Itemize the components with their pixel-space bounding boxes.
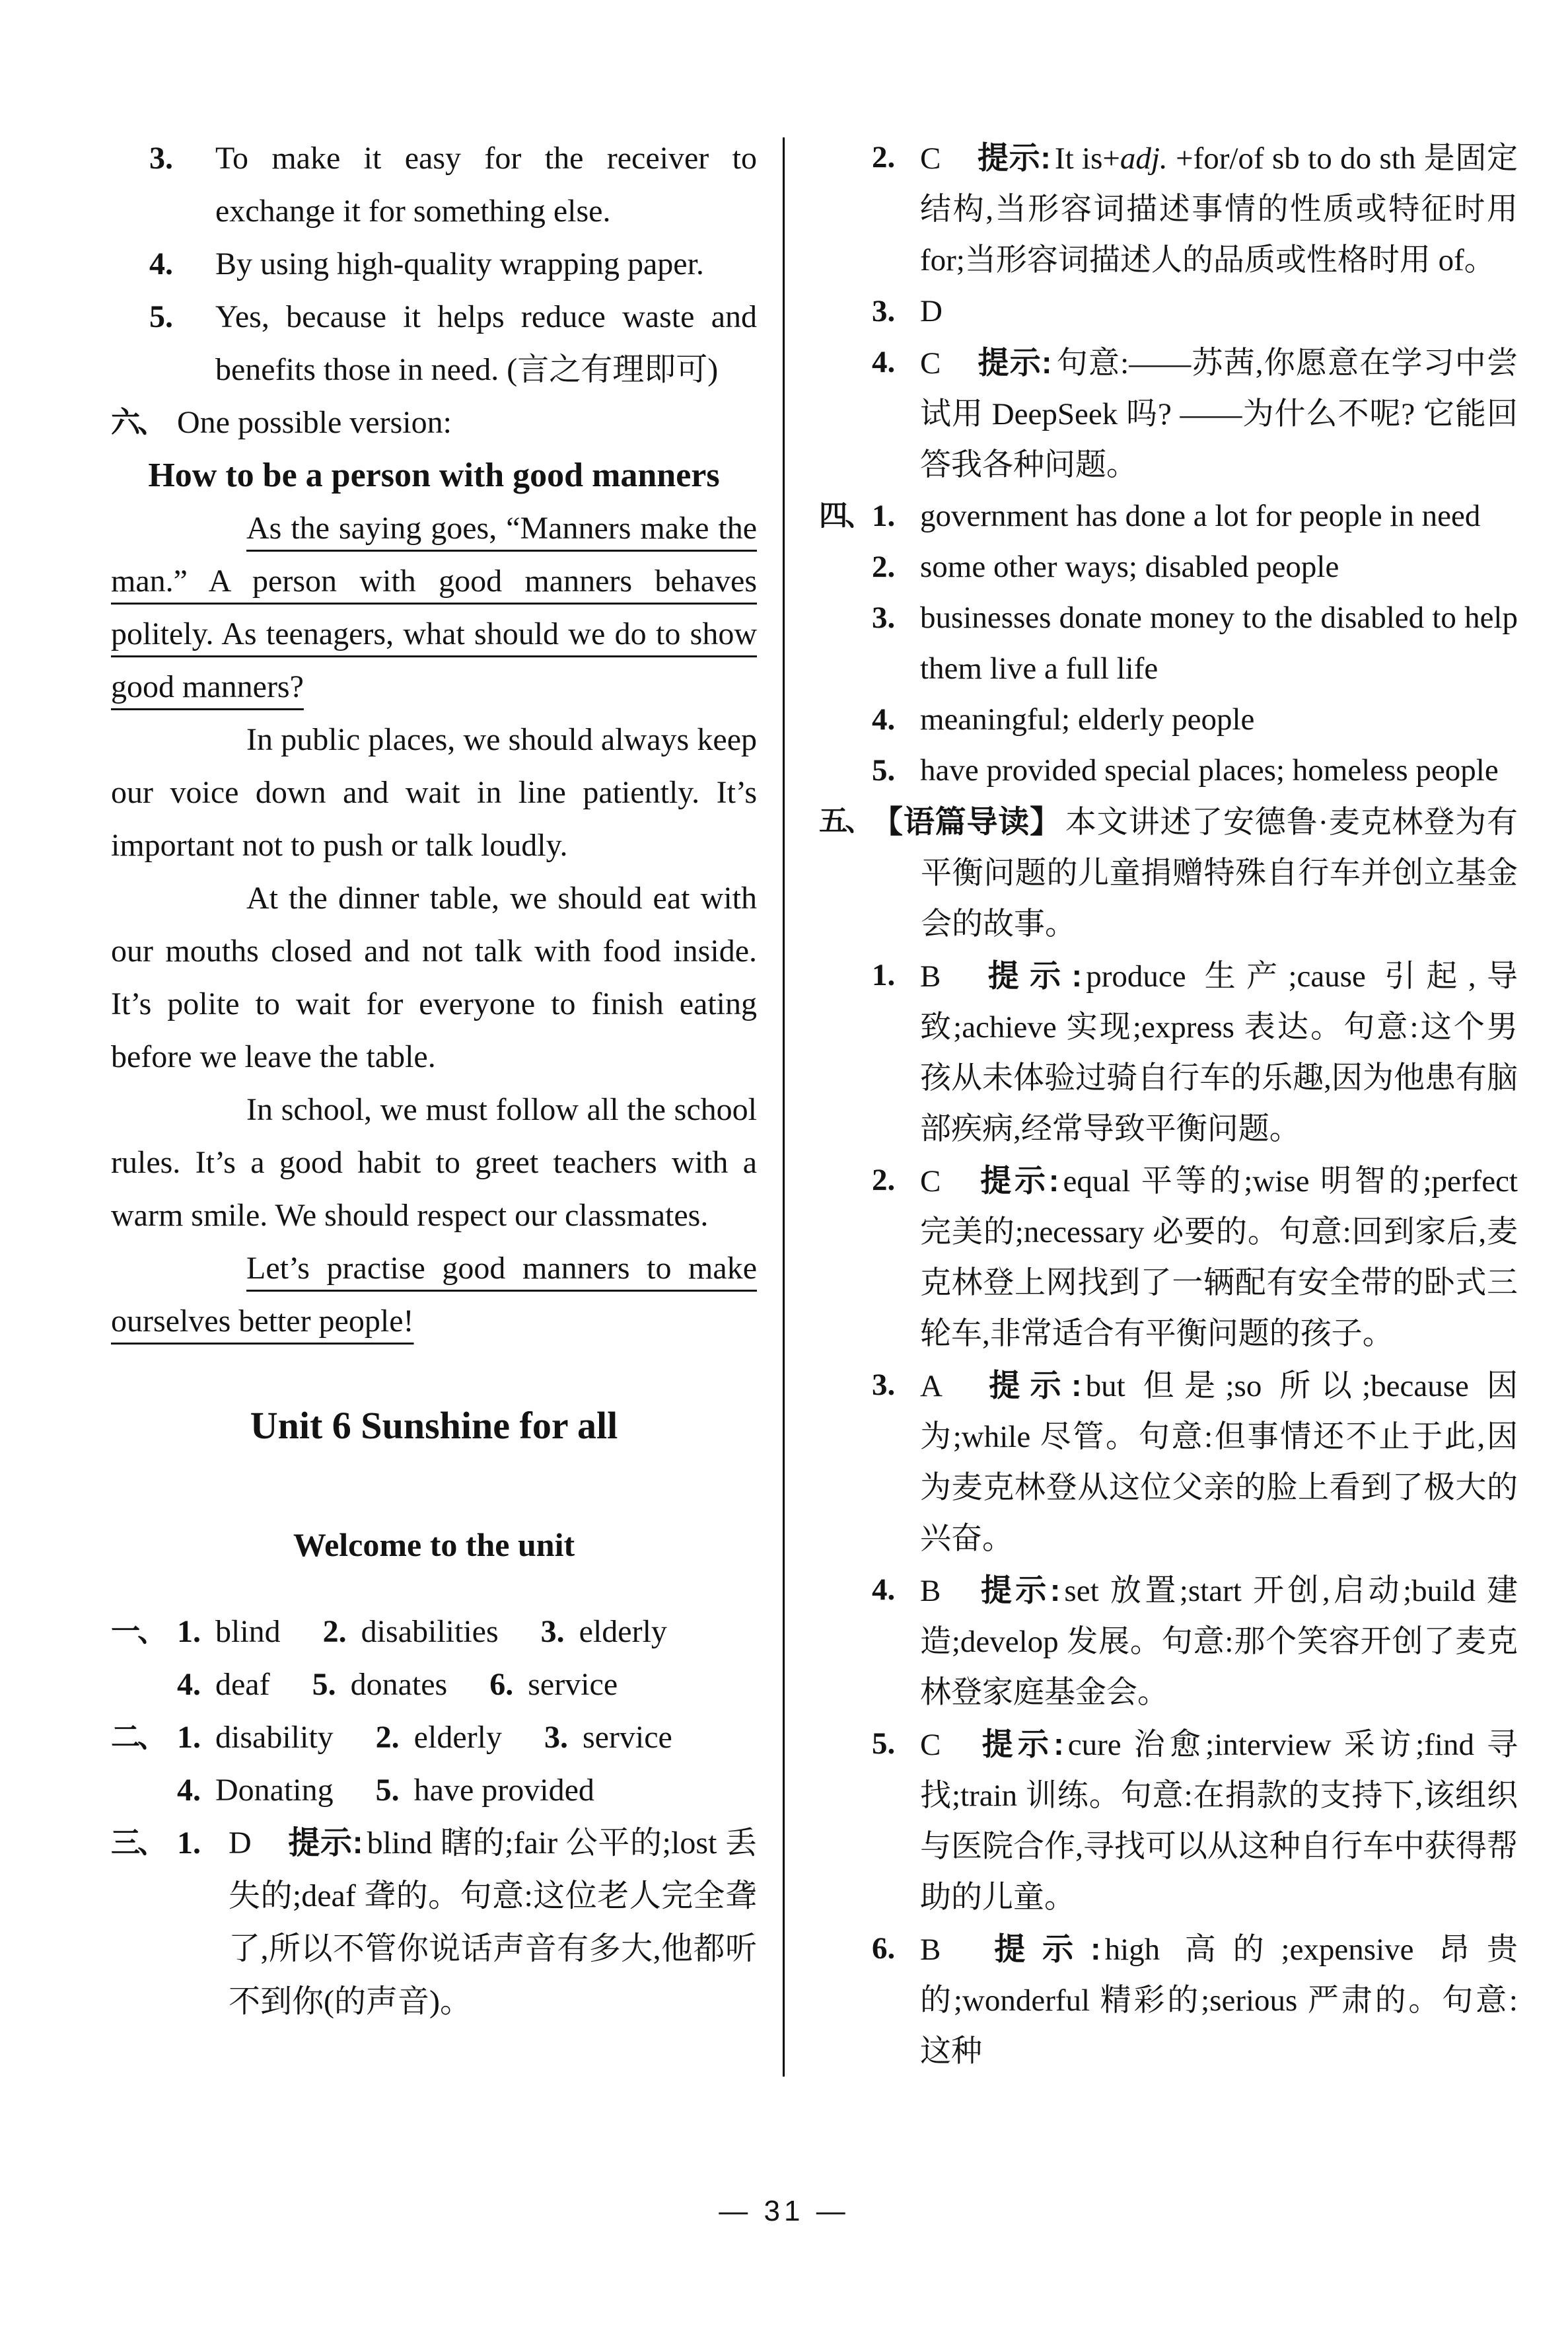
essay-paragraph-1: As the saying goes, “Manners make the man.” A person with good manners behaves politely. As teenagers, what should we do to show good manners?: [111, 511, 757, 704]
item-number: 1.: [872, 499, 896, 533]
item-text: To make it easy for the receiver to exchange it for something else.: [215, 141, 757, 229]
item-number: 1.: [872, 958, 896, 992]
tip-text: +for/of sb to do sth 是固定结构,当形容词描述事情的性质或特征时用 for;当形容词描述人的品质或性格时用 of。: [920, 141, 1518, 277]
essay-paragraph-4: In school, we must follow all the school rules. It’s a good habit to greet teachers with a warm smile. We should respect our classmates.: [111, 1092, 757, 1233]
item-number: 2.: [872, 550, 896, 584]
answer-letter: D: [229, 1826, 252, 1861]
tip-label: 提示:: [977, 958, 1083, 993]
answer-item-4: [149, 238, 757, 291]
choice-body: [229, 1817, 757, 2028]
essay-paragraph-5: Let’s practise good manners to make ourselves better people!: [111, 1251, 757, 1339]
tip-label: 提示:: [977, 1931, 1101, 1966]
right-column: [819, 132, 1518, 2077]
tip-label: 提示:: [287, 1826, 363, 1861]
choice-body: [920, 1155, 1518, 1360]
tip-text: cure 治愈;interview 采访;find 寻找;train 训练。句意:在捐款的支持下,该组织与医院合作,寻找可以从这种自行车中获得帮助的儿童。: [920, 1728, 1518, 1915]
tip-text: 句意:——苏茜,你愿意在学习中尝试用 DeepSeek 吗? ——为什么不呢? 它能回答我各种问题。: [920, 346, 1518, 482]
tip-text: produce 生产;cause 引起,导致;achieve 实现;express 表达。句意:这个男孩从未体验过骑自行车的乐趣,因为他患有脑部疾病,经常导致平衡问题。: [920, 959, 1518, 1146]
item-text: have provided special places; homeless people: [920, 753, 1499, 788]
choice-item-3: [872, 286, 1518, 337]
passage-guide: [872, 796, 1518, 950]
essay-paragraph-2: In public places, we should always keep our voice down and wait in line patiently. It’s important not to push or talk loudly.: [111, 722, 757, 863]
answer-letter: B: [920, 959, 941, 994]
tip-label: 提示:: [977, 1163, 1059, 1198]
answer-letter: C: [920, 1728, 941, 1762]
answer-item: [872, 491, 1518, 542]
answer-letter: B: [920, 1933, 941, 1967]
choice-item: [872, 1923, 1518, 2077]
answer-letter: D: [920, 294, 943, 328]
section-body: [872, 796, 1518, 2077]
answer-line: 1. blind 2. disabilities 3. elderly: [177, 1614, 667, 1649]
tip-label: 提示:: [977, 140, 1051, 175]
choice-item: [872, 1718, 1518, 1923]
answer-letter: A: [920, 1369, 943, 1403]
answer-item: [872, 745, 1518, 796]
section-three: [111, 1817, 757, 2028]
item-number: 2.: [872, 140, 896, 174]
choice-body: [920, 286, 1518, 337]
section-marker: 四、: [819, 500, 871, 532]
answer-line: 4. Donating 5. have provided: [177, 1773, 594, 1808]
answer-letter: C: [920, 1164, 941, 1199]
tip-text: but 但是;so 所以;because 因为;while 尽管。句意:但事情还不止于此,因为麦克林登从这位父亲的脸上看到了极大的兴奋。: [920, 1369, 1518, 1556]
choice-body: [920, 337, 1518, 491]
tip-text: blind 瞎的;fair 公平的;lost 丢失的;deaf 聋的。句意:这位老人完全聋了,所以不管你说话声音有多大,他都听不到你(的声音)。: [229, 1826, 757, 2019]
answer-line: 4. deaf 5. donates 6. service: [177, 1667, 618, 1702]
item-number: 3.: [872, 294, 896, 328]
choice-body: [920, 1718, 1518, 1923]
guide-text: 本文讲述了安德鲁·麦克林登为有平衡问题的儿童捐赠特殊自行车并创立基金会的故事。: [921, 805, 1518, 941]
answer-letter: C: [920, 346, 941, 381]
section-body: [177, 1817, 757, 2028]
item-number: 6.: [872, 1931, 896, 1966]
answer-item: [872, 694, 1518, 745]
item-text: government has done a lot for people in need: [920, 499, 1481, 533]
choice-item: [872, 950, 1518, 1155]
choice-item: [872, 1565, 1518, 1718]
choice-item-4: [872, 337, 1518, 491]
section-marker: 五、: [819, 805, 871, 837]
answer-letter: C: [920, 141, 941, 176]
left-column: [111, 132, 757, 2028]
item-number: 3.: [872, 1368, 896, 1402]
essay-title: How to be a person with good manners: [148, 457, 720, 494]
item-number: 5.: [149, 299, 173, 334]
section-marker: 一、: [111, 1615, 164, 1648]
item-number: 4.: [872, 1572, 896, 1607]
tip-text: It is+: [1054, 141, 1120, 176]
section-body: [177, 1605, 757, 1711]
section-marker: 三、: [111, 1827, 164, 1859]
choice-body: [920, 132, 1518, 286]
choice-body: [920, 1565, 1518, 1718]
tip-label: 提示:: [977, 345, 1052, 380]
choice-body: [920, 1923, 1518, 2077]
item-number: 5.: [872, 1726, 896, 1761]
item-number: 3.: [872, 601, 896, 635]
tip-label: 提示:: [977, 1572, 1061, 1607]
item-text: some other ways; disabled people: [920, 550, 1339, 584]
section-six: [111, 396, 757, 449]
item-text: Yes, because it helps reduce waste and benefits those in need. (言之有理即可): [215, 299, 757, 387]
column-divider-line: [783, 137, 785, 2077]
welcome-heading: Welcome to the unit: [293, 1526, 575, 1563]
essay-paragraph-3: At the dinner table, we should eat with our mouths closed and not talk with food inside. It’s polite to wait for everyone to finish eating before we leave the table.: [111, 881, 757, 1074]
guide-label: 【语篇导读】: [872, 804, 1061, 839]
tip-label: 提示:: [977, 1726, 1064, 1761]
choice-item: [872, 1360, 1518, 1565]
answer-item: [872, 542, 1518, 593]
section-intro: One possible version:: [177, 405, 452, 440]
item-text: By using high-quality wrapping paper.: [215, 246, 704, 281]
answer-item-3: [149, 132, 757, 238]
section-four: [819, 491, 1518, 796]
item-number: 1.: [177, 1826, 201, 1861]
section-marker: 六、: [111, 406, 164, 439]
section-body: [872, 491, 1518, 796]
item-number: 5.: [872, 753, 896, 788]
tip-text: high 高的;expensive 昂贵的;wonderful 精彩的;serious 严肃的。句意:这种: [920, 1933, 1518, 2069]
tip-label: 提示:: [978, 1368, 1082, 1403]
choice-item: [872, 1155, 1518, 1360]
answer-line: 1. disability 2. elderly 3. service: [177, 1720, 672, 1755]
choice-body: [920, 950, 1518, 1155]
item-number: 4.: [872, 702, 896, 737]
item-number: 2.: [872, 1163, 896, 1197]
item-number: 3.: [149, 141, 173, 176]
tip-italic: adj.: [1120, 141, 1168, 176]
tip-text: set 放置;start 开创,启动;build 建造;develop 发展。句意:那个笑容开创了麦克林登家庭基金会。: [920, 1574, 1518, 1710]
choice-body: [920, 1360, 1518, 1565]
answer-item: [872, 593, 1518, 694]
choice-item: [177, 1817, 757, 2028]
item-number: 4.: [872, 345, 896, 379]
section-two: [111, 1711, 757, 1817]
tip-text: equal 平等的;wise 明智的;perfect 完美的;necessary 必要的。句意:回到家后,麦克林登上网找到了一辆配有安全带的卧式三轮车,非常适合有平衡问题的孩子。: [920, 1164, 1518, 1351]
item-text: meaningful; elderly people: [920, 702, 1255, 737]
section-five: [819, 796, 1518, 2077]
choice-item-2: [872, 132, 1518, 286]
page-number: — 31 —: [719, 2195, 849, 2227]
section-one: [111, 1605, 757, 1711]
section-body: [177, 1711, 757, 1817]
item-number: 4.: [149, 246, 173, 281]
answer-item-5: [149, 291, 757, 396]
item-text: businesses donate money to the disabled to help them live a full life: [920, 601, 1518, 686]
answer-letter: B: [920, 1574, 941, 1608]
unit-heading: Unit 6 Sunshine for all: [250, 1404, 618, 1447]
model-essay: [111, 449, 757, 1348]
section-marker: 二、: [111, 1721, 164, 1753]
